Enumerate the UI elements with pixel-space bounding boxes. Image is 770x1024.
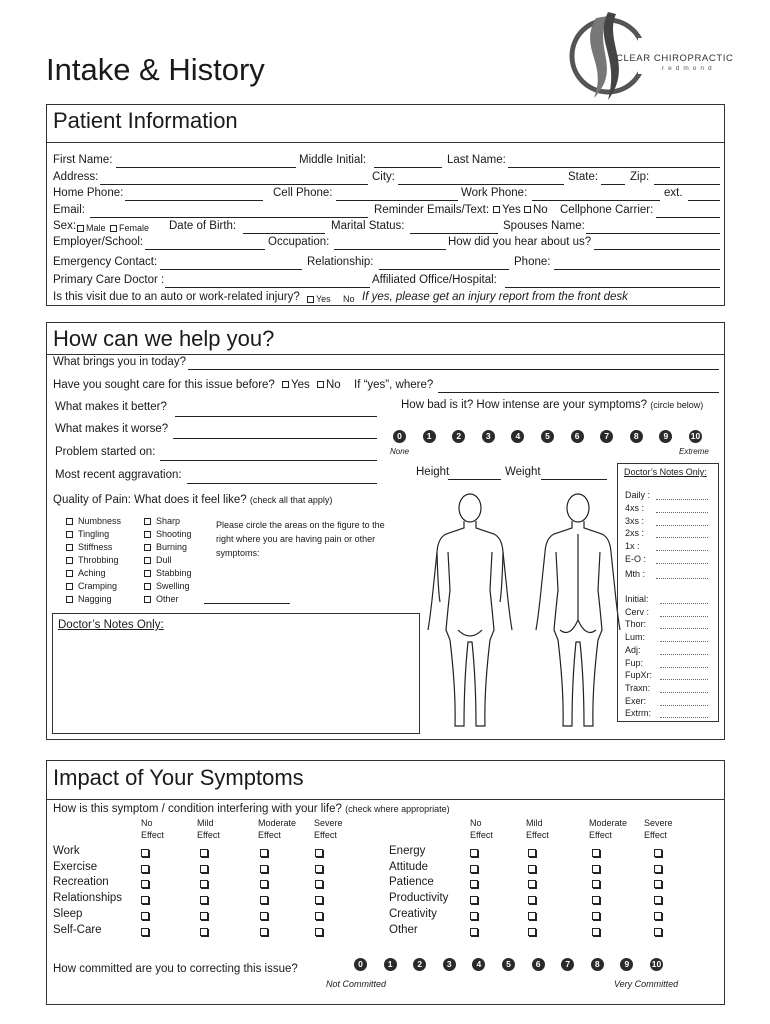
- scale-extreme-label: Extreme: [679, 447, 709, 456]
- pain-type-throbbing[interactable]: [66, 555, 119, 565]
- impact-row-creativity: Creativity: [389, 907, 437, 920]
- address-field[interactable]: [100, 184, 368, 185]
- impact-checkbox[interactable]: [141, 849, 149, 857]
- impact-checkbox[interactable]: [592, 928, 600, 936]
- pain-type-label: Other: [156, 594, 179, 604]
- impact-checkbox[interactable]: [592, 896, 600, 904]
- impact-header-effect: Effect: [526, 830, 549, 840]
- pain-type-cramping[interactable]: [66, 581, 117, 591]
- visit-field[interactable]: [660, 717, 708, 718]
- freq-label: Mth :: [625, 569, 646, 579]
- commit-scale-option-0[interactable]: 0: [354, 958, 367, 971]
- visit-field[interactable]: [660, 679, 708, 680]
- impact-checkbox[interactable]: [470, 928, 478, 936]
- phone-field[interactable]: [554, 269, 720, 270]
- affiliated-label: Affiliated Office/Hospital:: [372, 274, 497, 286]
- impact-checkbox[interactable]: [654, 880, 662, 888]
- pain-type-label: Cramping: [78, 581, 118, 591]
- pain-type-checkbox[interactable]: [144, 583, 151, 590]
- visit-field[interactable]: [660, 628, 708, 629]
- sex-label: Sex:: [53, 220, 77, 232]
- impact-checkbox[interactable]: [592, 849, 600, 857]
- reminder-no-checkbox[interactable]: [524, 206, 531, 213]
- freq-label: 3xs :: [625, 516, 645, 526]
- impact-checkbox[interactable]: [528, 912, 536, 920]
- home-phone-field[interactable]: [125, 200, 263, 201]
- reminder-yes-checkbox[interactable]: [493, 206, 500, 213]
- quality-label: Quality of Pain: What does it feel like? (check all that apply): [53, 494, 333, 506]
- doctor-notes-label: Doctor’s Notes Only:: [58, 619, 164, 631]
- brings-label: What brings you in today?: [53, 356, 186, 368]
- impact-checkbox[interactable]: [315, 928, 323, 936]
- impact-checkbox[interactable]: [654, 865, 662, 873]
- pain-type-checkbox[interactable]: [144, 518, 151, 525]
- impact-row-work: Work: [53, 845, 80, 857]
- impact-section-title: Impact of Your Symptoms: [53, 765, 304, 790]
- ext-field[interactable]: [688, 200, 720, 201]
- reminder-yes-option[interactable]: Yes: [493, 204, 521, 216]
- visit-label: Thor:: [625, 619, 647, 630]
- impact-row-patience: Patience: [389, 876, 434, 889]
- pain-type-dull[interactable]: [144, 555, 172, 565]
- work-phone-field[interactable]: [532, 200, 660, 201]
- body-figure-back[interactable]: [530, 490, 626, 732]
- impact-header-effect: Effect: [470, 830, 493, 840]
- visit-label: Initial:: [625, 594, 649, 604]
- visit-label: Lum:: [625, 632, 646, 643]
- occupation-label: Occupation:: [268, 236, 330, 248]
- impact-header-severe: Severe: [644, 818, 673, 828]
- middle-initial-label: Middle Initial:: [299, 154, 367, 166]
- spouse-label: Spouses Name:: [503, 220, 585, 232]
- auto-yes-option[interactable]: Yes: [307, 294, 331, 304]
- how-bad-label: How bad is it? How intense are your symptoms? (circle below): [401, 399, 704, 411]
- not-committed-label: Not Committed: [326, 979, 387, 989]
- pain-type-label: Dull: [156, 555, 172, 565]
- impact-checkbox[interactable]: [200, 896, 208, 904]
- aggravation-field[interactable]: [187, 483, 377, 484]
- reminder-no-option[interactable]: No: [524, 204, 548, 216]
- pain-type-label: Burning: [156, 542, 188, 552]
- freq-field[interactable]: [656, 525, 708, 526]
- pain-type-label: Tingling: [78, 529, 110, 539]
- male-checkbox[interactable]: [77, 225, 84, 232]
- work-phone-label: Work Phone:: [461, 187, 528, 199]
- sex-female-option[interactable]: Female: [110, 223, 149, 233]
- impact-checkbox[interactable]: [592, 880, 600, 888]
- visit-label: Fup:: [625, 657, 644, 668]
- help-section-title: How can we help you?: [53, 326, 275, 351]
- pain-type-shooting[interactable]: [144, 529, 192, 539]
- impact-header-mild: Mild: [197, 818, 214, 828]
- pain-type-other[interactable]: [144, 594, 179, 604]
- commit-scale-option-2[interactable]: 2: [413, 958, 426, 971]
- if-yes-field[interactable]: [438, 392, 719, 393]
- sex-male-option[interactable]: Male: [77, 223, 106, 233]
- impact-checkbox[interactable]: [528, 880, 536, 888]
- commit-scale-option-8[interactable]: 8: [591, 958, 604, 971]
- impact-checkbox[interactable]: [528, 928, 536, 936]
- impact-checkbox[interactable]: [200, 865, 208, 873]
- circle-note-1: Please circle the areas on the figure to the: [216, 520, 385, 530]
- visit-label: Extrm:: [625, 708, 651, 719]
- worse-field[interactable]: [173, 438, 377, 439]
- freq-field[interactable]: [656, 563, 708, 564]
- freq-label: Daily :: [625, 490, 651, 500]
- commit-scale-option-7[interactable]: 7: [561, 958, 574, 971]
- impact-checkbox[interactable]: [141, 928, 149, 936]
- state-field[interactable]: [601, 184, 625, 185]
- pcp-label: Primary Care Doctor :: [53, 274, 165, 286]
- freq-label: 2xs :: [625, 528, 645, 538]
- impact-header-effect: Effect: [644, 830, 667, 840]
- page-title: Intake & History: [46, 52, 265, 87]
- impact-checkbox[interactable]: [200, 849, 208, 857]
- visit-field[interactable]: [660, 654, 708, 655]
- pain-scale-option-6[interactable]: 6: [571, 430, 584, 443]
- emergency-label: Emergency Contact:: [53, 256, 158, 268]
- better-field[interactable]: [175, 416, 377, 417]
- impact-checkbox[interactable]: [315, 880, 323, 888]
- cell-carrier-field[interactable]: [656, 217, 720, 218]
- impact-checkbox[interactable]: [260, 880, 268, 888]
- impact-header-effect: Effect: [258, 830, 281, 840]
- doctor-notes-box[interactable]: [52, 613, 420, 734]
- pain-type-label: Numbness: [78, 516, 122, 526]
- pain-type-checkbox[interactable]: [66, 570, 73, 577]
- cell-phone-field[interactable]: [336, 200, 458, 201]
- impact-header-no: No: [141, 818, 153, 828]
- weight-label: Weight: [505, 466, 541, 478]
- impact-header-effect: Effect: [197, 830, 220, 840]
- started-field[interactable]: [160, 460, 377, 461]
- impact-header-effect: Effect: [314, 830, 337, 840]
- impact-checkbox[interactable]: [654, 912, 662, 920]
- impact-checkbox[interactable]: [654, 896, 662, 904]
- freq-label: E-O :: [625, 554, 647, 564]
- freq-label: 1x :: [625, 541, 640, 551]
- last-name-field[interactable]: [508, 167, 720, 168]
- impact-header-moderate: Moderate: [589, 818, 628, 828]
- impact-row-other: Other: [389, 923, 418, 936]
- employer-label: Employer/School:: [53, 236, 144, 248]
- weight-field[interactable]: [541, 479, 607, 480]
- impact-checkbox[interactable]: [260, 865, 268, 873]
- last-name-label: Last Name:: [447, 154, 506, 166]
- circle-note-3: symptoms:: [216, 548, 260, 558]
- impact-row-exercise: Exercise: [53, 860, 98, 873]
- visit-field[interactable]: [660, 603, 708, 604]
- pain-type-swelling[interactable]: [144, 581, 190, 591]
- visit-label: Cerv :: [625, 606, 650, 617]
- impact-checkbox[interactable]: [315, 849, 323, 857]
- visit-field[interactable]: [660, 692, 708, 693]
- pain-type-label: Aching: [78, 568, 106, 578]
- pain-scale-option-2[interactable]: 2: [452, 430, 465, 443]
- worse-label: What makes it worse?: [55, 423, 169, 435]
- circle-note-2: right where you are having pain or other: [216, 534, 376, 544]
- pain-type-numbness[interactable]: [66, 516, 121, 526]
- pain-type-label: Sharp: [156, 516, 181, 526]
- patient-info-title: Patient Information: [53, 108, 238, 133]
- impact-checkbox[interactable]: [654, 928, 662, 936]
- pain-type-aching[interactable]: [66, 568, 106, 578]
- if-yes-label: If “yes”, where?: [354, 379, 434, 391]
- pain-type-label: Shooting: [156, 529, 192, 539]
- pain-scale-option-0[interactable]: 0: [393, 430, 406, 443]
- pain-type-checkbox[interactable]: [66, 596, 73, 603]
- pain-scale-option-1[interactable]: 1: [423, 430, 436, 443]
- city-field[interactable]: [398, 184, 564, 185]
- impact-checkbox[interactable]: [470, 865, 478, 873]
- freq-field[interactable]: [656, 512, 708, 513]
- sought-no-checkbox[interactable]: [317, 381, 324, 388]
- pain-scale-option-4[interactable]: 4: [511, 430, 524, 443]
- impact-checkbox[interactable]: [315, 912, 323, 920]
- pain-type-checkbox[interactable]: [66, 544, 73, 551]
- pain-scale-option-10[interactable]: 10: [690, 431, 701, 441]
- visit-label: FupXr:: [625, 670, 653, 681]
- pain-type-label: Throbbing: [78, 555, 119, 565]
- pain-type-sharp[interactable]: [144, 516, 180, 526]
- impact-checkbox[interactable]: [260, 912, 268, 920]
- pain-type-checkbox[interactable]: [144, 557, 151, 564]
- impact-checkbox[interactable]: [470, 849, 478, 857]
- aggravation-label: Most recent aggravation:: [55, 469, 182, 481]
- impact-checkbox[interactable]: [141, 912, 149, 920]
- freq-field[interactable]: [656, 499, 708, 500]
- scale-none-label: None: [390, 447, 410, 456]
- email-field[interactable]: [90, 217, 368, 218]
- doctor-notes-right-label: Doctor’s Notes Only:: [624, 467, 707, 477]
- sought-label: Have you sought care for this issue before?: [53, 379, 275, 391]
- height-field[interactable]: [448, 479, 501, 480]
- first-name-label: First Name:: [53, 154, 113, 166]
- impact-checkbox[interactable]: [260, 928, 268, 936]
- impact-row-recreation: Recreation: [53, 876, 109, 889]
- logo-location: redmond: [662, 65, 716, 72]
- zip-field[interactable]: [654, 184, 720, 185]
- impact-checkbox[interactable]: [315, 865, 323, 873]
- freq-field[interactable]: [656, 550, 708, 551]
- hear-about-label: How did you hear about us?: [448, 236, 592, 248]
- commit-scale-option-6[interactable]: 6: [532, 958, 545, 971]
- middle-initial-field[interactable]: [374, 167, 442, 168]
- freq-label: 4xs :: [625, 503, 645, 513]
- pain-type-checkbox[interactable]: [144, 531, 151, 538]
- visit-field[interactable]: [660, 667, 708, 668]
- zip-label: Zip:: [630, 171, 650, 183]
- started-label: Problem started on:: [55, 446, 156, 458]
- impact-header-severe: Severe: [314, 818, 343, 828]
- commit-scale-option-1[interactable]: 1: [384, 958, 397, 971]
- better-label: What makes it better?: [55, 401, 167, 413]
- freq-field[interactable]: [656, 578, 708, 579]
- impact-row-self-care: Self-Care: [53, 923, 102, 936]
- first-name-field[interactable]: [116, 167, 296, 168]
- pain-scale-option-5[interactable]: 5: [541, 430, 554, 443]
- pain-type-burning[interactable]: [144, 542, 187, 552]
- auto-injury-note: If yes, please get an injury report from the front desk: [362, 291, 628, 303]
- sought-yes-checkbox[interactable]: [282, 381, 289, 388]
- commit-scale-option-10[interactable]: 10: [651, 959, 662, 969]
- relationship-field[interactable]: [379, 269, 509, 270]
- impact-row-attitude: Attitude: [389, 860, 428, 873]
- ext-label: ext.: [664, 187, 683, 199]
- impact-row-energy: Energy: [389, 845, 426, 857]
- height-label: Height: [416, 466, 450, 478]
- visit-field[interactable]: [660, 616, 708, 617]
- state-label: State:: [568, 171, 599, 183]
- occupation-field[interactable]: [334, 249, 446, 250]
- pain-type-label: Nagging: [78, 594, 112, 604]
- impact-header-effect: Effect: [589, 830, 612, 840]
- visit-label: Traxn:: [625, 682, 651, 693]
- pain-scale-option-7[interactable]: 7: [600, 430, 613, 443]
- address-label: Address:: [53, 171, 99, 183]
- impact-header-moderate: Moderate: [258, 818, 297, 828]
- city-label: City:: [372, 171, 395, 183]
- pain-other-field[interactable]: [204, 603, 290, 604]
- impact-checkbox[interactable]: [141, 896, 149, 904]
- logo-name: CLEAR CHIROPRACTIC: [616, 53, 734, 64]
- pain-scale-option-9[interactable]: 9: [659, 430, 672, 443]
- marital-label: Marital Status:: [331, 220, 405, 232]
- emergency-field[interactable]: [160, 269, 302, 270]
- pain-type-checkbox[interactable]: [144, 544, 151, 551]
- impact-checkbox[interactable]: [200, 928, 208, 936]
- pain-scale-option-3[interactable]: 3: [482, 430, 495, 443]
- impact-checkbox[interactable]: [200, 880, 208, 888]
- pain-type-checkbox[interactable]: [66, 518, 73, 525]
- marital-field[interactable]: [410, 233, 498, 234]
- pain-type-checkbox[interactable]: [144, 570, 151, 577]
- affiliated-field[interactable]: [505, 287, 720, 288]
- auto-injury-question: Is this visit due to an auto or work-related injury?: [53, 291, 300, 303]
- pcp-field[interactable]: [165, 287, 370, 288]
- dob-field[interactable]: [243, 233, 325, 234]
- impact-checkbox[interactable]: [141, 865, 149, 873]
- impact-checkbox[interactable]: [200, 912, 208, 920]
- pain-type-checkbox[interactable]: [66, 531, 73, 538]
- home-phone-label: Home Phone:: [53, 187, 124, 199]
- freq-field[interactable]: [656, 537, 708, 538]
- impact-checkbox[interactable]: [470, 896, 478, 904]
- pain-type-checkbox[interactable]: [144, 596, 151, 603]
- sought-no-option[interactable]: No: [317, 379, 341, 391]
- visit-label: Exer:: [625, 695, 647, 706]
- auto-no-option[interactable]: No: [343, 294, 355, 304]
- commit-scale-option-5[interactable]: 5: [502, 958, 515, 971]
- hear-about-field[interactable]: [594, 249, 720, 250]
- auto-yes-checkbox[interactable]: [307, 296, 314, 303]
- impact-checkbox[interactable]: [470, 912, 478, 920]
- impact-row-relationships: Relationships: [53, 892, 123, 905]
- impact-checkbox[interactable]: [592, 865, 600, 873]
- sought-yes-option[interactable]: Yes: [282, 379, 310, 391]
- pain-type-stabbing[interactable]: [144, 568, 192, 578]
- dob-label: Date of Birth:: [169, 220, 237, 232]
- female-checkbox[interactable]: [110, 225, 117, 232]
- pain-type-stiffness[interactable]: [66, 542, 112, 552]
- commit-scale-option-9[interactable]: 9: [620, 958, 633, 971]
- visit-field[interactable]: [660, 641, 708, 642]
- pain-type-label: Swelling: [156, 581, 190, 591]
- impact-row-productivity: Productivity: [389, 892, 449, 905]
- pain-type-tingling[interactable]: [66, 529, 109, 539]
- pain-type-nagging[interactable]: [66, 594, 112, 604]
- spouse-field[interactable]: [586, 233, 720, 234]
- impact-checkbox[interactable]: [260, 849, 268, 857]
- visit-field[interactable]: [660, 705, 708, 706]
- impact-checkbox[interactable]: [141, 880, 149, 888]
- body-figure-front[interactable]: [422, 490, 518, 732]
- pain-type-label: Stabbing: [156, 568, 192, 578]
- impact-checkbox[interactable]: [528, 849, 536, 857]
- pain-scale-option-8[interactable]: 8: [630, 430, 643, 443]
- cell-carrier-label: Cellphone Carrier:: [560, 204, 654, 216]
- brings-field[interactable]: [188, 369, 719, 370]
- committed-label: How committed are you to correcting this issue?: [53, 963, 298, 975]
- pain-type-checkbox[interactable]: [66, 557, 73, 564]
- relationship-label: Relationship:: [307, 256, 374, 268]
- visit-label: Adj:: [625, 644, 641, 655]
- impact-checkbox[interactable]: [315, 896, 323, 904]
- impact-checkbox[interactable]: [260, 896, 268, 904]
- phone-label: Phone:: [514, 256, 551, 268]
- impact-checkbox[interactable]: [592, 912, 600, 920]
- pain-type-checkbox[interactable]: [66, 583, 73, 590]
- impact-header-no: No: [470, 818, 482, 828]
- impact-checkbox[interactable]: [470, 880, 478, 888]
- impact-checkbox[interactable]: [654, 849, 662, 857]
- cell-phone-label: Cell Phone:: [273, 187, 333, 199]
- commit-scale-option-4[interactable]: 4: [472, 958, 485, 971]
- impact-checkbox[interactable]: [528, 865, 536, 873]
- impact-checkbox[interactable]: [528, 896, 536, 904]
- employer-field[interactable]: [145, 249, 265, 250]
- commit-scale-option-3[interactable]: 3: [443, 958, 456, 971]
- impact-header-effect: Effect: [141, 830, 164, 840]
- impact-row-sleep: Sleep: [53, 907, 83, 920]
- very-committed-label: Very Committed: [614, 979, 679, 989]
- pain-type-label: Stiffness: [78, 542, 113, 552]
- impact-header-mild: Mild: [526, 818, 543, 828]
- email-label: Email:: [53, 204, 85, 216]
- reminder-label: Reminder Emails/Text:: [374, 204, 490, 216]
- impact-question: How is this symptom / condition interfering with your life? (check where appropriate): [53, 803, 450, 815]
